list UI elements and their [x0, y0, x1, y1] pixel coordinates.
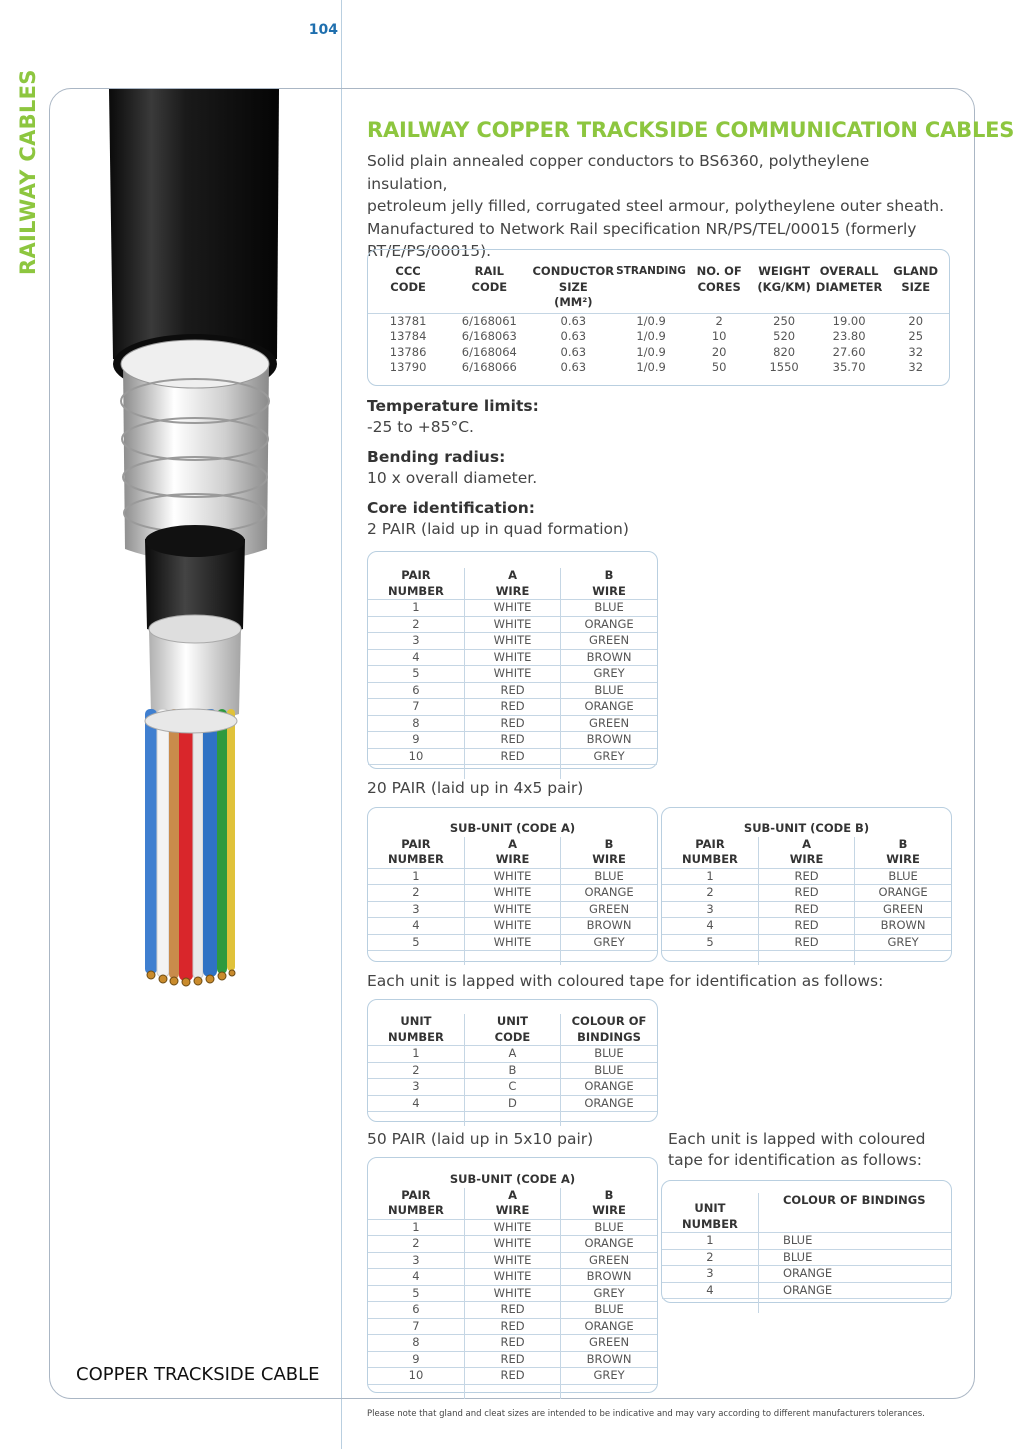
header-no-of-cores: NO. OF CORES	[696, 264, 742, 294]
table-row-blank	[368, 1384, 657, 1399]
cable-illustration	[95, 89, 335, 999]
header-overall-diameter: OVERALL DIAMETER	[815, 264, 883, 294]
table-row: 3 ORANGE	[662, 1266, 951, 1283]
table-row: 13790 6/168066 0.63 1/0.9 50 1550 35.70 32	[389, 360, 924, 374]
table-row-blank	[662, 951, 951, 966]
intro-text	[367, 150, 947, 263]
table-row: 6 RED BLUE	[368, 682, 657, 699]
temperature-label: Temperature limits:	[367, 397, 539, 415]
table-row: 3 WHITE GREEN	[368, 633, 657, 650]
sub-unit-b-title: SUB-UNIT (CODE B)	[743, 821, 870, 835]
header-a-wire: A WIRE	[464, 837, 560, 869]
twenty-pair-b-table	[662, 821, 951, 965]
header-pair-number: PAIR NUMBER	[682, 836, 738, 866]
table-row: 4 WHITE BROWN	[368, 918, 657, 935]
two-pair-note: 2 PAIR (laid up in quad formation)	[367, 520, 629, 538]
lapped-note-2-line1: Each unit is lapped with coloured	[668, 1130, 926, 1148]
table-row: 1 BLUE	[662, 1233, 951, 1250]
table-row: 13781 6/168061 0.63 1/0.9 2 250 19.00 20	[368, 313, 949, 329]
core-wires	[145, 709, 235, 981]
header-b-wire: B WIRE	[561, 837, 657, 869]
table-row: 3 RED GREEN	[662, 901, 951, 918]
table-row: 5 WHITE GREY	[368, 1285, 657, 1302]
header-pair-number: PAIR NUMBER	[388, 1187, 444, 1217]
table-row-blank	[662, 1299, 951, 1314]
table-row: 1 RED BLUE	[662, 868, 951, 885]
table-row: 1 WHITE BLUE	[368, 1219, 657, 1236]
lapped-note-1: Each unit is lapped with coloured tape for identification as follows:	[367, 972, 884, 990]
table-row: 13784 6/168063 0.63 1/0.9 10 520 23.80 25	[389, 329, 924, 343]
lapped-note-2-line2: tape for identification as follows:	[668, 1151, 922, 1169]
table-row: 9 RED BROWN	[368, 732, 657, 749]
header-unit-code: UNIT CODE	[464, 1014, 560, 1046]
table-row: 8 RED GREEN	[368, 715, 657, 732]
intro-line: Solid plain annealed copper conductors to BS6360, polytheylene insulation,	[367, 152, 870, 193]
header-weight: WEIGHT (KG/KM)	[757, 264, 811, 294]
twenty-pair-b-table-box	[661, 807, 952, 962]
footnote: Please note that gland and cleat sizes are intended to be indicative and may vary according to different manufacturers tolerances.	[367, 1409, 925, 1419]
header-pair-number: PAIR NUMBER	[388, 568, 444, 598]
header-b-wire: B WIRE	[855, 837, 951, 869]
section-label: RAILWAY CABLES	[16, 69, 40, 275]
header-a-wire: A WIRE	[464, 1188, 560, 1220]
twenty-pair-a-table-box	[367, 807, 658, 962]
header-a-wire: A WIRE	[758, 837, 854, 869]
spec-table	[368, 264, 949, 376]
two-pair-table-box	[367, 551, 658, 769]
table-row: 3 WHITE GREEN	[368, 901, 657, 918]
temperature-value: -25 to +85°C.	[367, 418, 474, 436]
table-row: 7 RED ORANGE	[368, 699, 657, 716]
table-row: 6 RED BLUE	[368, 1302, 657, 1319]
header-b-wire: B WIRE	[561, 568, 657, 600]
page-title: RAILWAY COPPER TRACKSIDE COMMUNICATION CABLES	[367, 118, 1015, 142]
header-conductor-size: CONDUCTOR SIZE (MM²)	[532, 264, 615, 309]
table-row: 10 RED GREY	[368, 1368, 657, 1385]
fifty-pair-note: 50 PAIR (laid up in 5x10 pair)	[367, 1130, 594, 1148]
header-a-wire: A WIRE	[464, 568, 560, 600]
fifty-pair-table-box	[367, 1157, 658, 1393]
unit-code-table-box	[367, 999, 658, 1122]
intro-line: petroleum jelly filled, corrugated steel armour, polytheylene outer sheath.	[367, 197, 945, 215]
table-row: 4 D ORANGE	[368, 1095, 657, 1112]
spec-table-box	[367, 249, 950, 386]
header-gland-size: GLAND SIZE	[893, 264, 939, 294]
image-caption: COPPER TRACKSIDE CABLE	[76, 1364, 320, 1385]
header-b-wire: B WIRE	[561, 1188, 657, 1220]
table-row: 1 A BLUE	[368, 1046, 657, 1063]
bending-value: 10 x overall diameter.	[367, 469, 538, 487]
table-row: 1 WHITE BLUE	[368, 868, 657, 885]
fifty-pair-table	[368, 1172, 657, 1399]
table-row: 8 RED GREEN	[368, 1335, 657, 1352]
table-row-blank	[368, 1112, 657, 1127]
table-row: 3 C ORANGE	[368, 1079, 657, 1096]
table-row: 2 WHITE ORANGE	[368, 885, 657, 902]
sub-unit-a-title: SUB-UNIT (CODE A)	[449, 1172, 576, 1186]
table-row: 1 WHITE BLUE	[368, 600, 657, 617]
table-row: 2 WHITE ORANGE	[368, 1236, 657, 1253]
bending-label: Bending radius:	[367, 448, 506, 466]
bindings-table-box	[661, 1180, 952, 1303]
intro-line: RT/E/PS/00015).	[367, 242, 492, 260]
table-row-blank	[368, 765, 657, 780]
unit-code-table	[368, 1014, 657, 1126]
header-unit-number: UNIT NUMBER	[388, 1014, 444, 1044]
sub-unit-a-title: SUB-UNIT (CODE A)	[449, 821, 576, 835]
table-row: 3 WHITE GREEN	[368, 1252, 657, 1269]
table-row: 2 RED ORANGE	[662, 885, 951, 902]
intro-line: Manufactured to Network Rail specification NR/PS/TEL/00015 (formerly	[367, 219, 917, 238]
table-row: 2 WHITE ORANGE	[368, 616, 657, 633]
header-rail-code: RAIL CODE	[471, 264, 508, 294]
table-row: 13786 6/168064 0.63 1/0.9 20 820 27.60 32	[389, 344, 924, 359]
table-row: 2 B BLUE	[368, 1062, 657, 1079]
header-colour-of-bindings: COLOUR OF BINDINGS	[560, 1014, 657, 1046]
header-unit-number: UNIT NUMBER	[682, 1201, 738, 1231]
table-row: 9 RED BROWN	[368, 1351, 657, 1368]
table-row: 5 RED GREY	[662, 934, 951, 951]
two-pair-table	[368, 568, 657, 779]
table-row: 2 BLUE	[662, 1249, 951, 1266]
table-row: 4 WHITE BROWN	[368, 1269, 657, 1286]
header-ccc-code: CCC CODE	[390, 264, 426, 294]
table-row: 4 ORANGE	[662, 1282, 951, 1299]
header-stranding: STRANDING	[616, 265, 686, 277]
table-row: 7 RED ORANGE	[368, 1318, 657, 1335]
table-row: 4 WHITE BROWN	[368, 649, 657, 666]
table-row: 4 RED BROWN	[662, 918, 951, 935]
header-pair-number: PAIR NUMBER	[388, 836, 444, 866]
table-row-blank	[368, 951, 657, 966]
core-id-label: Core identification:	[367, 499, 535, 517]
table-row: 5 WHITE GREY	[368, 934, 657, 951]
bindings-table	[662, 1193, 951, 1313]
twenty-pair-note: 20 PAIR (laid up in 4x5 pair)	[367, 779, 584, 797]
table-row: 5 WHITE GREY	[368, 666, 657, 683]
page-number: 104	[308, 22, 338, 38]
twenty-pair-a-table	[368, 821, 657, 965]
header-colour-of-bindings: COLOUR OF BINDINGS	[758, 1193, 951, 1233]
table-row: 10 RED GREY	[368, 748, 657, 765]
